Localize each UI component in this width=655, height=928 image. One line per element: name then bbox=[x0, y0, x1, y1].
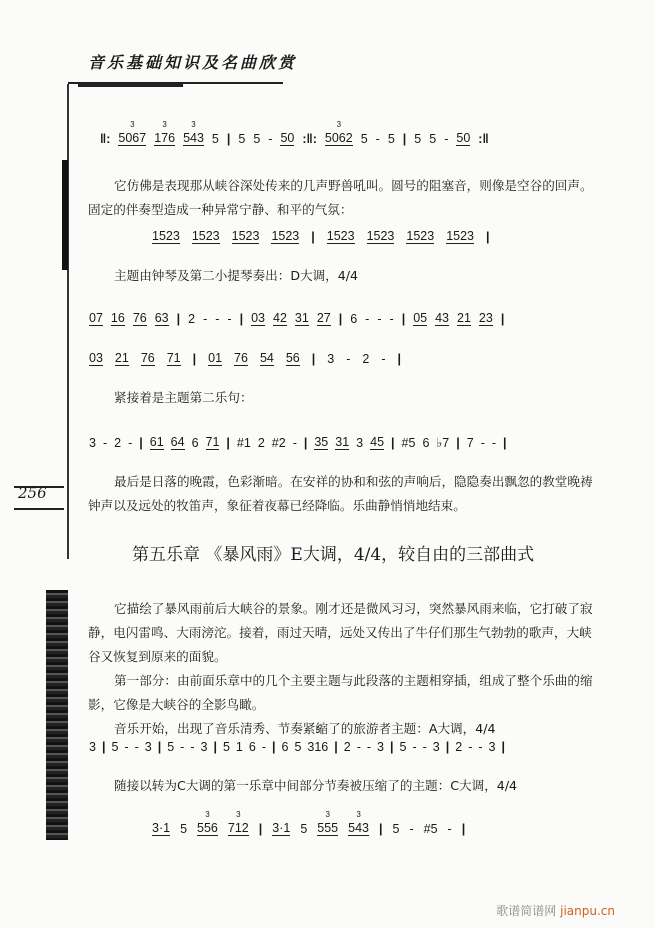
margin-bar bbox=[62, 160, 68, 270]
paragraph bbox=[88, 470, 600, 518]
bar-line: | bbox=[226, 436, 230, 450]
dash: - bbox=[468, 740, 473, 754]
note: #1 bbox=[236, 436, 251, 450]
dash: - bbox=[190, 740, 195, 754]
bar-line: | bbox=[501, 740, 505, 754]
note-group: 1523 bbox=[366, 229, 395, 243]
note-group: 3 5062 bbox=[325, 132, 353, 146]
note-group: 50 bbox=[456, 131, 471, 145]
note: 5 bbox=[387, 132, 395, 146]
dash: - bbox=[389, 312, 394, 326]
dash: - bbox=[422, 740, 427, 754]
bar-line: :‖: bbox=[302, 132, 317, 146]
note: 6 bbox=[281, 740, 289, 754]
note-group: 16 bbox=[110, 311, 125, 325]
note: 5 bbox=[429, 132, 437, 146]
note: 3 bbox=[200, 740, 208, 754]
dash: - bbox=[444, 132, 449, 146]
note-group: 27 bbox=[316, 311, 331, 325]
note-group: 42 bbox=[273, 311, 287, 325]
note-group: 3 316 bbox=[307, 740, 328, 754]
note-group: 1523 bbox=[231, 229, 260, 243]
bar-line: | bbox=[486, 230, 490, 244]
note: 2 bbox=[455, 740, 463, 754]
note: 2 bbox=[343, 740, 351, 754]
note: 3 bbox=[89, 436, 96, 450]
dash: - bbox=[134, 740, 139, 754]
note-group: 03 bbox=[89, 351, 103, 365]
note: 5 bbox=[392, 822, 400, 836]
dash: - bbox=[261, 740, 266, 754]
note-group: 56 bbox=[285, 351, 300, 365]
dash: - bbox=[346, 352, 351, 366]
note: #2 bbox=[271, 436, 286, 450]
note-group: 05 bbox=[413, 311, 428, 325]
note: 3 bbox=[432, 740, 440, 754]
note-group: 21 bbox=[114, 351, 129, 365]
dash: - bbox=[480, 436, 485, 450]
note-group: 76 bbox=[140, 351, 155, 365]
paragraph-text: 随接以转为C大调的第一乐章中间部分节奏被压缩了的主题：C大调，4/4 bbox=[114, 778, 518, 793]
note-group: 1523 bbox=[406, 229, 435, 243]
dash: - bbox=[366, 740, 372, 754]
note-group: 76 bbox=[132, 311, 147, 325]
margin-line bbox=[67, 84, 69, 559]
note-group: 3 556 bbox=[197, 822, 218, 836]
dash: - bbox=[124, 740, 129, 754]
note: 3 bbox=[327, 352, 335, 366]
dash: - bbox=[377, 312, 382, 326]
dash: - bbox=[180, 740, 185, 754]
note-group: 07 bbox=[89, 311, 103, 325]
note: 2 bbox=[257, 436, 265, 450]
note-group: 71 bbox=[166, 351, 181, 365]
watermark-en: jianpu.cn bbox=[560, 904, 615, 918]
note: 1 bbox=[235, 740, 243, 754]
note: #5 bbox=[423, 822, 438, 836]
bar-line: | bbox=[445, 740, 450, 754]
section-heading: 第五乐章 《暴风雨》E大调，4/4，较自由的三部曲式 bbox=[132, 545, 535, 565]
paragraph-text: 紧接着是主题第二乐句： bbox=[114, 390, 253, 405]
note-group: 3 5067 bbox=[118, 132, 146, 146]
dash: - bbox=[128, 436, 133, 450]
note-group: 1523 bbox=[271, 229, 300, 243]
bar-line: | bbox=[101, 740, 106, 754]
paragraph-text: 它仿佛是表现那从峡谷深处传来的几声野兽吼叫。圆号的阻塞音，则像是空谷的回声。固定的伴奏型造成一种异常宁静、和平的气氛： bbox=[88, 178, 593, 217]
bar-line: | bbox=[334, 740, 338, 754]
notation-line bbox=[89, 312, 512, 326]
note: 5 bbox=[414, 132, 422, 146]
paragraph bbox=[88, 774, 600, 798]
note-group: 3·1 bbox=[152, 821, 171, 835]
dash: - bbox=[203, 312, 208, 326]
note: 7 bbox=[466, 436, 474, 450]
paragraph-text: 主题由钟琴及第二小提琴奏出：D大调，4/4 bbox=[114, 268, 359, 283]
bar-line: | bbox=[390, 740, 394, 754]
note-group: 03 bbox=[251, 311, 265, 325]
bar-line: | bbox=[401, 312, 406, 326]
paragraph-text: 最后是日落的晚霞，色彩渐暗。在安祥的协和和弦的声响后，隐隐奏出飘忽的教堂晚祷钟声以及远处的牧笛声，象征着夜幕已经降临。乐曲静悄悄地结束。 bbox=[88, 474, 593, 513]
note: ♭7 bbox=[436, 436, 450, 450]
note: #5 bbox=[401, 436, 416, 450]
header-rule-thick bbox=[78, 84, 183, 87]
margin-strip bbox=[46, 590, 68, 840]
note-group: 31 bbox=[335, 435, 350, 449]
note: 3 bbox=[356, 436, 364, 450]
note-group: 23 bbox=[478, 311, 493, 325]
note: 5 bbox=[399, 740, 407, 754]
watermark-cn: 歌谱简谱网 bbox=[496, 904, 557, 918]
note: 3 bbox=[377, 740, 384, 754]
dash: - bbox=[365, 312, 370, 326]
bar-line: | bbox=[271, 740, 276, 754]
bar-line: | bbox=[239, 312, 244, 326]
note-group: 3 176 bbox=[154, 132, 175, 146]
watermark bbox=[496, 902, 615, 919]
paragraph-text: 它描绘了暴风雨前后大峡谷的景象。刚才还是微风习习，突然暴风雨来临，它打破了寂静，电闪雷鸣、大雨滂沱。接着，雨过天晴，远处又传出了牛仔们那生气勃勃的歌声，大峡谷又恢复到原来的面貌。 bbox=[88, 601, 593, 664]
note-group: 61 bbox=[149, 435, 164, 449]
bar-line: | bbox=[402, 132, 407, 146]
note-group: 35 bbox=[314, 435, 329, 449]
dash: - bbox=[381, 352, 386, 366]
note: 5 bbox=[211, 132, 219, 146]
bar-line: ‖: bbox=[100, 132, 111, 146]
note-group: 31 bbox=[294, 311, 309, 325]
bar-line: | bbox=[157, 740, 162, 754]
dash: - bbox=[375, 132, 380, 146]
note: 5 bbox=[222, 740, 230, 754]
bar-line: | bbox=[456, 436, 460, 450]
note-group: 3·1 bbox=[272, 821, 291, 835]
paragraph bbox=[88, 174, 600, 222]
paragraph bbox=[88, 386, 600, 410]
bar-line: :‖ bbox=[478, 132, 489, 146]
dash: - bbox=[227, 312, 232, 326]
note-group: 3 555 bbox=[317, 822, 338, 836]
bar-line: | bbox=[176, 312, 181, 326]
note-group: 54 bbox=[259, 351, 274, 365]
note-group: 50 bbox=[280, 131, 295, 145]
paragraph-text: 音乐开始，出现了音乐清秀、节奏紧缩了的旅游者主题：A大调，4/4 bbox=[114, 721, 496, 736]
notation-line bbox=[89, 740, 511, 754]
paragraph-block bbox=[88, 597, 600, 741]
note: 6 bbox=[248, 740, 256, 754]
note-group: 64 bbox=[170, 435, 185, 449]
dash: - bbox=[102, 436, 108, 450]
dash: - bbox=[215, 312, 220, 326]
notation-line bbox=[89, 352, 413, 366]
dash: - bbox=[412, 740, 417, 754]
note: 6 bbox=[422, 436, 430, 450]
bar-line: | bbox=[503, 436, 507, 450]
bar-line: | bbox=[461, 822, 466, 836]
paragraph-text: 第一部分：由前面乐章中的几个主要主题与此段落的主题相穿插，组成了整个乐曲的缩影，它像是大峡谷的全影鸟瞰。 bbox=[88, 673, 593, 712]
note-group: 1523 bbox=[191, 229, 220, 243]
bar-line: | bbox=[338, 312, 343, 326]
note: 2 bbox=[188, 312, 196, 326]
dash: - bbox=[478, 740, 483, 754]
bar-line: | bbox=[500, 312, 505, 326]
bar-line: | bbox=[397, 352, 401, 366]
bar-line: | bbox=[311, 230, 315, 244]
note: 5 bbox=[294, 740, 302, 754]
note-group: 71 bbox=[205, 435, 220, 449]
note-group: 3 543 bbox=[183, 132, 204, 146]
notation-line bbox=[100, 132, 497, 146]
note: 6 bbox=[191, 436, 199, 450]
bar-line: | bbox=[192, 352, 197, 366]
note-group: 63 bbox=[154, 311, 169, 325]
bar-line: | bbox=[303, 436, 308, 450]
note: 5 bbox=[360, 132, 368, 146]
bar-line: | bbox=[258, 822, 263, 836]
note: 3 bbox=[144, 740, 152, 754]
note: 5 bbox=[167, 740, 175, 754]
dash: - bbox=[409, 822, 414, 836]
bar-line: | bbox=[226, 132, 231, 146]
note-group: 43 bbox=[435, 311, 449, 325]
note-group: 76 bbox=[234, 351, 248, 365]
note: 6 bbox=[350, 312, 358, 326]
note: 5 bbox=[180, 822, 188, 836]
note-group: 1523 bbox=[446, 229, 474, 243]
note: 2 bbox=[114, 436, 122, 450]
bar-line: | bbox=[139, 436, 143, 450]
notation-line bbox=[152, 230, 502, 244]
book-title: 音乐基础知识及名曲欣赏 bbox=[88, 53, 298, 72]
notation-line bbox=[89, 435, 514, 450]
note-group: 1523 bbox=[152, 229, 180, 243]
note-group: 1523 bbox=[326, 229, 355, 243]
note-group: 3 712 bbox=[228, 822, 249, 836]
note: 5 bbox=[111, 740, 119, 754]
dash: - bbox=[292, 436, 297, 450]
bar-line: | bbox=[379, 822, 383, 836]
note-group: 01 bbox=[208, 351, 223, 365]
note: 3 bbox=[488, 740, 496, 754]
bar-line: | bbox=[213, 740, 217, 754]
page-number: 256 bbox=[18, 484, 47, 502]
note: 5 bbox=[300, 822, 308, 836]
bar-line: | bbox=[311, 352, 316, 366]
note-group: 3 543 bbox=[348, 822, 369, 836]
dash: - bbox=[356, 740, 361, 754]
bar-line: | bbox=[391, 436, 395, 450]
note: 3 bbox=[89, 740, 96, 754]
note-group: 45 bbox=[370, 435, 385, 449]
note: 5 bbox=[238, 132, 246, 146]
dash: - bbox=[268, 132, 273, 146]
dash: - bbox=[491, 436, 497, 450]
paragraph bbox=[88, 264, 600, 288]
note: 2 bbox=[362, 352, 370, 366]
notation-line bbox=[152, 822, 475, 836]
dash: - bbox=[447, 822, 452, 836]
note-group: 21 bbox=[457, 311, 471, 325]
note: 5 bbox=[253, 132, 261, 146]
